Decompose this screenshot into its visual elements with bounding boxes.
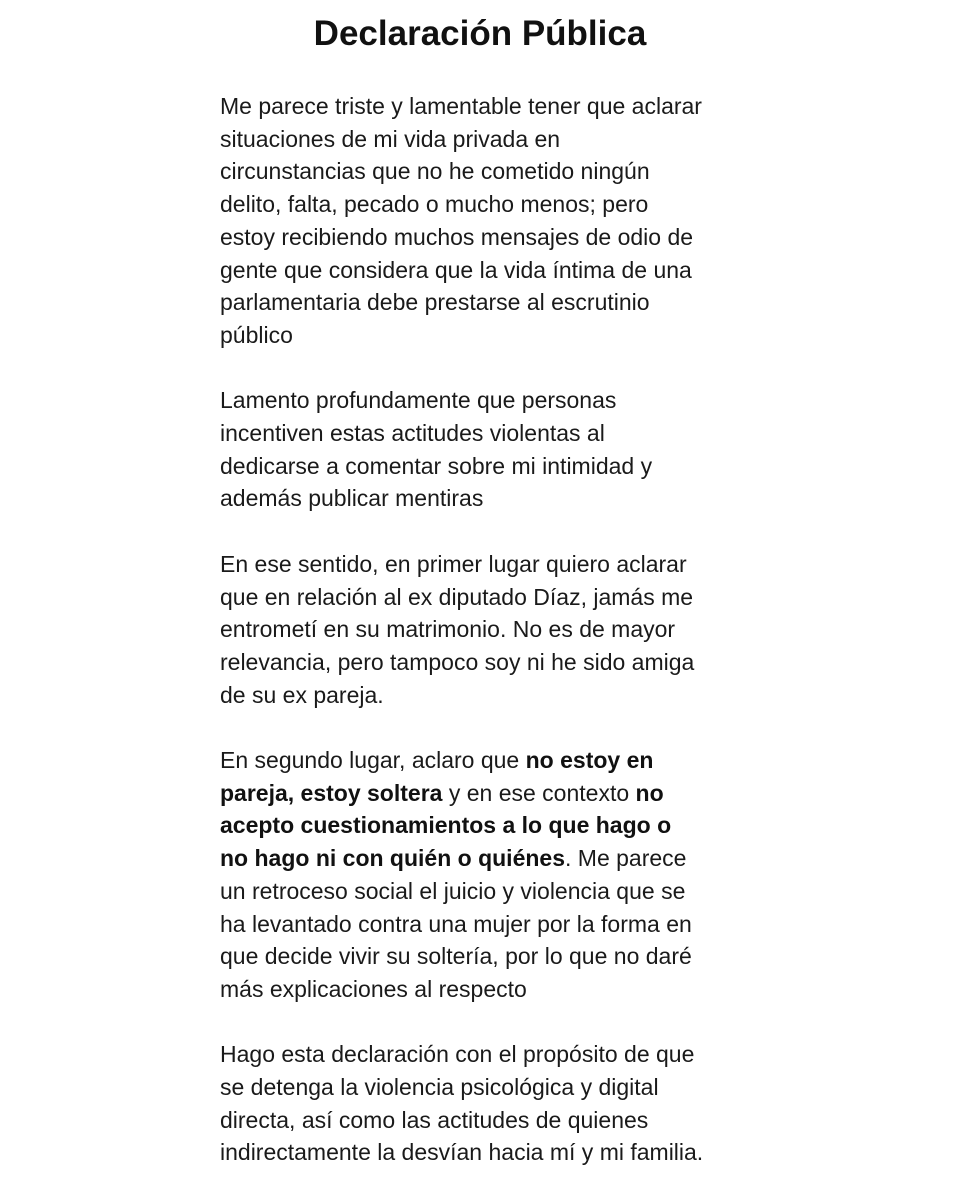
text-run: Lamento profundamente que personas — [220, 387, 617, 414]
text-run: Me parece triste y lamentable tener que aclarar — [220, 93, 702, 119]
text-line — [220, 777, 760, 810]
text-run: directa, así como las actitudes de quienes — [220, 1106, 649, 1133]
text-line — [220, 973, 760, 1006]
text-run: ha levantado contra una mujer por la forma en — [220, 910, 692, 937]
text-run: incentiven estas actitudes violentas al — [220, 420, 605, 447]
text-line — [220, 123, 760, 156]
text-line — [220, 1038, 760, 1071]
text-line — [220, 90, 760, 123]
text-line — [220, 548, 760, 581]
text-run: . Me parece — [565, 845, 687, 872]
paragraph-2 — [220, 384, 760, 515]
paragraph-5 — [220, 1038, 760, 1169]
text-run: un retroceso social el juicio y violencia que se — [220, 877, 686, 904]
text-line — [220, 809, 760, 842]
text-run: además publicar mentiras — [220, 485, 484, 512]
text-line — [220, 646, 760, 679]
page-title: Declaración Pública — [313, 14, 647, 53]
text-line — [220, 940, 760, 973]
text-line — [220, 744, 760, 777]
text-run: relevancia, pero tampoco soy ni he sido amiga — [220, 648, 695, 675]
text-line — [220, 155, 760, 188]
text-line — [220, 1136, 760, 1169]
text-line — [220, 482, 760, 515]
text-line — [220, 254, 760, 287]
text-run: situaciones de mi vida privada en — [220, 125, 561, 152]
text-line — [220, 417, 760, 450]
text-run: circunstancias que no he cometido ningún — [220, 158, 650, 185]
text-run: En segundo lugar, aclaro que — [220, 747, 526, 774]
text-run: indirectamente la desvían hacia mí y mi familia. — [220, 1139, 704, 1166]
text-run: gente que considera que la vida íntima de una — [220, 256, 692, 283]
text-line — [220, 1071, 760, 1104]
text-line — [220, 908, 760, 941]
text-run: estoy recibiendo muchos mensajes de odio de — [220, 223, 694, 250]
text-run: que decide vivir su soltería, por lo que no daré — [220, 943, 692, 970]
text-run: más explicaciones al respecto — [220, 975, 527, 1002]
text-line — [220, 450, 760, 483]
text-run: parlamentaria debe prestarse al escrutinio — [220, 289, 650, 316]
bold-text-run: no hago ni con quién o quiénes — [220, 845, 565, 872]
text-line — [220, 286, 760, 319]
text-run: Hago esta declaración con el propósito de que — [220, 1041, 695, 1068]
text-line — [220, 188, 760, 221]
text-line — [220, 613, 760, 646]
text-line — [220, 581, 760, 614]
paragraph-3 — [220, 548, 760, 712]
text-run: delito, falta, pecado o mucho menos; pero — [220, 191, 649, 218]
text-run: de su ex pareja. — [220, 681, 384, 708]
paragraph-gap — [220, 1006, 760, 1039]
text-line — [220, 319, 760, 352]
text-line — [220, 384, 760, 417]
text-line — [220, 842, 760, 875]
bold-text-run: no estoy en — [525, 747, 654, 774]
text-run: que en relación al ex diputado Díaz, jamás me — [220, 583, 694, 610]
text-run: público — [220, 321, 293, 348]
text-run: En ese sentido, en primer lugar quiero aclarar — [220, 550, 687, 577]
text-line — [220, 1104, 760, 1137]
bold-text-run: pareja, estoy soltera — [220, 779, 443, 806]
text-run: y en ese contexto — [442, 779, 636, 806]
text-line — [220, 875, 760, 908]
text-run: se detenga la violencia psicológica y digital — [220, 1074, 659, 1101]
text-line — [220, 221, 760, 254]
paragraph-gap — [220, 352, 760, 385]
text-run: entrometí en su matrimonio. No es de mayor — [220, 616, 676, 643]
paragraph-gap — [220, 711, 760, 744]
paragraph-gap — [220, 515, 760, 548]
statement-body — [220, 90, 760, 1169]
paragraph-4 — [220, 744, 760, 1006]
bold-text-run: acepto cuestionamientos a lo que hago o — [220, 812, 672, 839]
paragraph-1 — [220, 90, 760, 352]
text-line — [220, 679, 760, 712]
text-run: dedicarse a comentar sobre mi intimidad y — [220, 452, 653, 479]
bold-text-run: no — [635, 779, 664, 806]
